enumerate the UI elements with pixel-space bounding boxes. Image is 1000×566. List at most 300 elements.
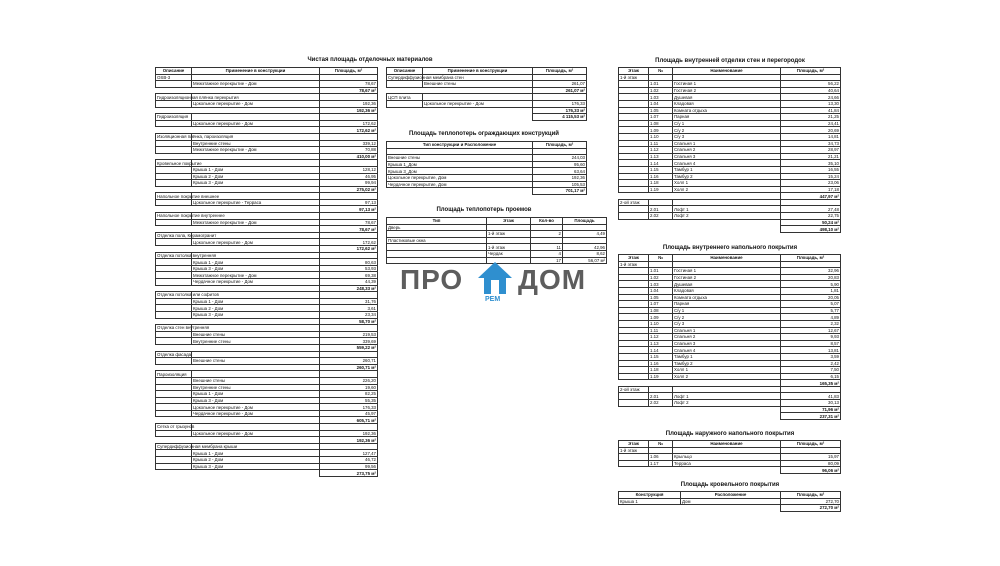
table-cell — [192, 318, 320, 325]
table-row — [619, 147, 841, 154]
logo-sub-text: РЕМ — [485, 296, 501, 303]
table-row — [619, 307, 841, 314]
column-header: Этаж — [619, 68, 649, 75]
table-row — [156, 404, 378, 411]
table-cell — [156, 311, 192, 318]
floor-outer-table — [618, 440, 841, 474]
table-cell: 15,97 — [781, 454, 841, 461]
table-cell: 127,47 — [320, 450, 378, 457]
table-cell — [156, 331, 192, 338]
table-cell — [192, 87, 320, 94]
table-row — [387, 188, 587, 195]
table-cell — [156, 226, 192, 233]
table-cell: 1.03 — [649, 94, 673, 101]
table-cell — [619, 226, 649, 233]
column-header: Площадь, м² — [781, 441, 841, 448]
table-cell: 78,67 м² — [320, 226, 378, 233]
table-row — [619, 393, 841, 400]
table-cell — [619, 307, 649, 314]
table-cell — [156, 364, 192, 371]
table-cell — [619, 173, 649, 180]
table-row — [619, 314, 841, 321]
table-cell: Лофт 2 — [673, 213, 781, 220]
table-cell — [192, 107, 320, 114]
table-cell: 1.06 — [649, 454, 673, 461]
table-cell — [619, 107, 649, 114]
table-cell — [619, 340, 649, 347]
table-row — [387, 224, 607, 231]
table-cell — [673, 261, 781, 268]
table-cell — [619, 406, 649, 413]
column-header: № — [649, 441, 673, 448]
table-cell: 2-ой этаж — [619, 199, 649, 206]
table-cell: OSB-3 — [156, 74, 192, 81]
table-cell — [619, 314, 649, 321]
table-cell: 2.02 — [649, 213, 673, 220]
table-row — [619, 206, 841, 213]
table-cell: Напольное покрытие внутреннее — [157, 213, 225, 219]
table-cell: Отделка фасада — [157, 351, 192, 357]
table-row — [156, 358, 378, 365]
table-cell: 2,42 — [781, 360, 841, 367]
table-cell — [156, 166, 192, 173]
table-cell: Цокольное перекрытие - Дом — [192, 430, 320, 437]
table-row — [156, 180, 378, 187]
table-row — [156, 100, 378, 107]
table-cell — [192, 325, 320, 332]
table-row — [619, 173, 841, 180]
table-cell: 447,97 м² — [781, 193, 841, 200]
table-cell: 192,36 м² — [320, 107, 378, 114]
table-cell — [156, 358, 192, 365]
table-cell — [320, 371, 378, 378]
table-cell: Чердачное перекрытие - Дом — [192, 279, 320, 286]
table-row — [156, 252, 378, 259]
table-cell — [619, 373, 649, 380]
table-row — [619, 380, 841, 387]
table-cell: Цокольное перекрытие - Дом — [192, 239, 320, 246]
table-cell — [192, 127, 320, 134]
table-cell: 56,07 м² — [563, 257, 607, 264]
walls-finish-table — [618, 67, 841, 233]
table-cell: 40,64 — [781, 87, 841, 94]
table-cell: 41,84 — [781, 107, 841, 114]
table-cell — [156, 272, 192, 279]
table-cell: 35,10 — [781, 160, 841, 167]
table-row — [156, 153, 378, 160]
table-cell — [681, 505, 781, 512]
table-cell — [619, 100, 649, 107]
table-row — [619, 406, 841, 413]
column-header: № — [649, 255, 673, 262]
table-cell — [563, 224, 607, 231]
table-row — [619, 367, 841, 374]
table-cell — [192, 351, 320, 358]
table-cell: Комната отдыха — [673, 294, 781, 301]
table-row — [156, 246, 378, 253]
table-cell: Крыша 2 - Дом — [192, 173, 320, 180]
table-cell: 192,36 м² — [320, 437, 378, 444]
table-cell — [156, 127, 192, 134]
table-cell — [619, 180, 649, 187]
table-row — [387, 114, 587, 121]
column-header: № — [649, 68, 673, 75]
table-cell: 605,71 м² — [320, 417, 378, 424]
table-cell: 1.01 — [649, 81, 673, 88]
table-cell — [156, 397, 192, 404]
table-cell — [320, 213, 378, 220]
table-cell: 30,13 — [781, 400, 841, 407]
table-cell: 11 — [531, 244, 563, 251]
table-row — [387, 174, 587, 181]
table-cell — [673, 413, 781, 420]
table-row — [619, 87, 841, 94]
table-row — [619, 153, 841, 160]
table-row — [619, 498, 841, 505]
table-cell — [192, 424, 320, 431]
table-cell: 226,20 — [320, 377, 378, 384]
table-cell: 172,62 м² — [320, 127, 378, 134]
table-cell: Цокольное перекрытие, Дом — [387, 174, 533, 181]
table-cell: С/у 3 — [673, 320, 781, 327]
table-cell: Крыша 2 - Дом — [192, 305, 320, 312]
table-cell: Гостиная 1 — [673, 81, 781, 88]
table-cell: 69,38 — [320, 272, 378, 279]
table-cell: Кладовая — [673, 287, 781, 294]
table-cell — [320, 133, 378, 140]
table-cell — [156, 437, 192, 444]
table-cell: 21,25 — [781, 114, 841, 121]
table-cell: Спальня 1 — [673, 140, 781, 147]
table-cell: 13,30 — [781, 100, 841, 107]
table-cell: 95,60 — [533, 161, 587, 168]
table-cell — [192, 364, 320, 371]
table-cell: 1.08 — [649, 307, 673, 314]
table-cell: 410,00 м² — [320, 153, 378, 160]
table-cell — [192, 344, 320, 351]
table-cell — [156, 463, 192, 470]
table-cell — [649, 386, 673, 393]
materials-table-left — [155, 67, 378, 477]
table-cell — [156, 279, 192, 286]
table-cell — [781, 74, 841, 81]
table-cell: 24,66 — [781, 94, 841, 101]
table-cell: 261,07 — [533, 81, 587, 88]
table-row — [156, 424, 378, 431]
table-row — [619, 360, 841, 367]
column-header: Применение в конструкции — [192, 68, 320, 75]
table-cell: 12,67 — [781, 327, 841, 334]
table-cell: Крыша 3 - Дом — [192, 265, 320, 272]
table-cell — [387, 148, 533, 155]
column-header: Тип — [387, 218, 487, 225]
table-cell: С/у 1 — [673, 120, 781, 127]
table-cell: 105,53 — [533, 181, 587, 188]
table-cell — [619, 114, 649, 121]
table-cell — [619, 287, 649, 294]
table-cell: С/у 3 — [673, 133, 781, 140]
table-row — [156, 87, 378, 94]
table-cell: 1.11 — [649, 327, 673, 334]
table-row — [156, 305, 378, 312]
table-cell: 1.10 — [649, 133, 673, 140]
table-row — [156, 219, 378, 226]
table-row — [156, 114, 378, 121]
table-row — [156, 186, 378, 193]
table-cell — [673, 226, 781, 233]
table-row — [156, 239, 378, 246]
table-row — [156, 410, 378, 417]
table-cell — [533, 74, 587, 81]
table-row — [619, 140, 841, 147]
table-cell: Дом — [681, 498, 781, 505]
table-cell — [619, 87, 649, 94]
heatloss-structures-title: Площадь теплопотерь ограждающих конструкций — [408, 131, 559, 137]
table-cell — [423, 114, 533, 121]
table-cell — [619, 274, 649, 281]
table-cell: 172,62 — [320, 120, 378, 127]
table-cell: Внутренние стены — [192, 140, 320, 147]
table-cell: 1.13 — [649, 153, 673, 160]
table-cell: Гостиная 1 — [673, 268, 781, 275]
table-cell: 1-й этаж — [619, 261, 649, 268]
table-row — [619, 94, 841, 101]
table-cell: 1.19 — [649, 373, 673, 380]
table-cell: Чердачное перекрытие - Дом — [192, 410, 320, 417]
table-cell: 128,12 — [320, 166, 378, 173]
table-cell — [649, 226, 673, 233]
table-cell: 23,06 — [781, 180, 841, 187]
table-row — [156, 344, 378, 351]
table-row — [156, 417, 378, 424]
table-cell — [781, 199, 841, 206]
column-header: Этаж — [487, 218, 531, 225]
table-cell: 80,63 — [320, 259, 378, 266]
table-row — [619, 413, 841, 420]
table-cell: 1.03 — [649, 281, 673, 288]
table-cell — [619, 347, 649, 354]
table-cell: 19,60 — [320, 384, 378, 391]
table-row — [619, 400, 841, 407]
table-cell — [387, 250, 487, 257]
table-row — [619, 353, 841, 360]
table-cell — [619, 268, 649, 275]
table-cell: 5,07 — [781, 301, 841, 308]
table-cell — [320, 351, 378, 358]
table-cell: 1.04 — [649, 100, 673, 107]
table-cell: Внутренние стены — [192, 384, 320, 391]
column-header: Тип конструкции и Расположение — [387, 142, 533, 149]
table-cell: Цокольное перекрытие - Терраса — [192, 199, 320, 206]
table-cell: Внешние стены — [192, 358, 320, 365]
logo-left-text: ПРО — [400, 264, 464, 295]
table-row — [619, 199, 841, 206]
table-cell — [156, 377, 192, 384]
roof-title: Площадь кровельного покрытия — [680, 482, 780, 488]
table-cell: Межэтажное перекрытие - Дом — [192, 219, 320, 226]
table-cell: 13,81 — [781, 347, 841, 354]
table-cell — [320, 74, 378, 81]
table-row — [156, 133, 378, 140]
table-cell: Душевая — [673, 94, 781, 101]
table-cell: 3,61 — [320, 305, 378, 312]
table-cell: 2,32 — [781, 320, 841, 327]
table-row — [619, 81, 841, 88]
table-cell: 1-й этаж — [487, 231, 531, 238]
table-cell: 1.05 — [649, 107, 673, 114]
table-cell — [619, 334, 649, 341]
table-row — [619, 334, 841, 341]
table-row — [156, 325, 378, 332]
table-cell — [619, 206, 649, 213]
table-cell: Терраса — [673, 460, 781, 467]
table-cell: 46,95 — [320, 173, 378, 180]
table-cell: 44,39 — [320, 279, 378, 286]
table-row — [156, 226, 378, 233]
table-cell: Парная — [673, 301, 781, 308]
table-row — [156, 127, 378, 134]
table-row — [156, 81, 378, 88]
table-cell: 15,24 — [781, 173, 841, 180]
table-cell — [156, 206, 192, 213]
table-row — [387, 168, 587, 175]
table-cell: Крыльцо — [673, 454, 781, 461]
table-cell: 1.19 — [649, 186, 673, 193]
table-cell: 99,94 — [320, 180, 378, 187]
table-cell: 1,81 — [781, 287, 841, 294]
floor-inner-table — [618, 254, 841, 420]
table-row — [156, 463, 378, 470]
table-cell: Крыша 3 - Дом — [192, 180, 320, 187]
table-cell — [619, 186, 649, 193]
table-row — [387, 181, 587, 188]
table-cell: 8,57 — [781, 340, 841, 347]
column-header: Этаж — [619, 255, 649, 262]
table-cell: Холл 1 — [673, 367, 781, 374]
table-row — [387, 244, 607, 251]
table-cell — [619, 413, 649, 420]
table-cell — [563, 237, 607, 244]
table-cell — [649, 413, 673, 420]
table-row — [619, 226, 841, 233]
table-cell: Кладовая — [673, 100, 781, 107]
table-cell: Цокольное перекрытие - Дом — [423, 100, 533, 107]
table-cell — [156, 100, 192, 107]
table-cell: Крыша 1 - Дом — [192, 298, 320, 305]
table-row — [619, 213, 841, 220]
table-row — [156, 107, 378, 114]
table-cell: 192,36 — [320, 430, 378, 437]
table-cell — [649, 74, 673, 81]
table-cell: 34,73 — [781, 140, 841, 147]
table-row — [156, 377, 378, 384]
table-cell — [156, 199, 192, 206]
column-header: Описание — [387, 68, 423, 75]
table-cell — [192, 470, 320, 477]
table-row — [619, 186, 841, 193]
table-row — [156, 311, 378, 318]
table-row — [156, 351, 378, 358]
table-cell — [673, 199, 781, 206]
table-row — [619, 107, 841, 114]
table-cell — [156, 298, 192, 305]
table-row — [619, 74, 841, 81]
table-cell — [320, 325, 378, 332]
table-row — [156, 430, 378, 437]
table-cell: С/у 1 — [673, 307, 781, 314]
table-row — [156, 457, 378, 464]
table-cell: Крыша 3_Дом — [387, 168, 533, 175]
table-row — [156, 160, 378, 167]
table-row — [156, 206, 378, 213]
table-row — [156, 232, 378, 239]
materials-title: Чистая площадь отделочных материалов — [307, 57, 433, 63]
table-cell: Лофт 1 — [673, 206, 781, 213]
table-cell: Дверь — [387, 224, 487, 231]
table-cell: 80,09 — [781, 460, 841, 467]
table-cell — [619, 505, 681, 512]
table-cell — [156, 344, 192, 351]
table-cell — [156, 318, 192, 325]
table-cell: Отделка стен внутренняя — [157, 325, 210, 331]
table-cell: 20,83 — [781, 274, 841, 281]
table-cell: 28,97 — [781, 147, 841, 154]
table-cell: 1-й этаж — [619, 74, 649, 81]
table-cell: 172,62 — [320, 239, 378, 246]
table-cell — [156, 285, 192, 292]
table-cell — [156, 417, 192, 424]
table-row — [156, 364, 378, 371]
table-row — [619, 373, 841, 380]
table-cell: 1.08 — [649, 120, 673, 127]
table-cell — [619, 219, 649, 226]
table-cell: 498,10 м² — [781, 226, 841, 233]
table-cell: Тамбур 2 — [673, 173, 781, 180]
table-row — [619, 193, 841, 200]
column-header: Наименование — [673, 441, 781, 448]
table-row — [619, 467, 841, 474]
table-cell — [649, 447, 673, 454]
table-cell: Межэтажное перекрытие - Дом — [192, 272, 320, 279]
table-cell: Спальня 2 — [673, 334, 781, 341]
table-cell: Крыша 1 - Дом — [192, 391, 320, 398]
floor-inner-title: Площадь внутреннего напольного покрытия — [662, 245, 798, 251]
table-cell — [649, 467, 673, 474]
table-row — [156, 391, 378, 398]
table-cell — [192, 186, 320, 193]
column-header: Площадь, м² — [320, 68, 378, 75]
table-cell: Крыша 3 - Дом — [192, 463, 320, 470]
table-row — [619, 180, 841, 187]
table-row — [619, 114, 841, 121]
table-cell: Парная — [673, 114, 781, 121]
table-cell: Комната отдыха — [673, 107, 781, 114]
table-cell — [619, 353, 649, 360]
header-row — [387, 142, 587, 149]
table-cell: 172,62 м² — [320, 246, 378, 253]
table-cell: 20,69 — [781, 127, 841, 134]
table-row — [156, 331, 378, 338]
table-cell — [156, 239, 192, 246]
table-cell — [387, 188, 533, 195]
table-row — [619, 460, 841, 467]
table-cell: 58,70 м² — [320, 318, 378, 325]
table-cell: Гидроизоляционная плёнка перекрытия — [157, 94, 239, 100]
table-cell: 237,31 м² — [781, 413, 841, 420]
table-row — [619, 274, 841, 281]
table-row — [156, 298, 378, 305]
table-cell: 27,48 — [781, 206, 841, 213]
